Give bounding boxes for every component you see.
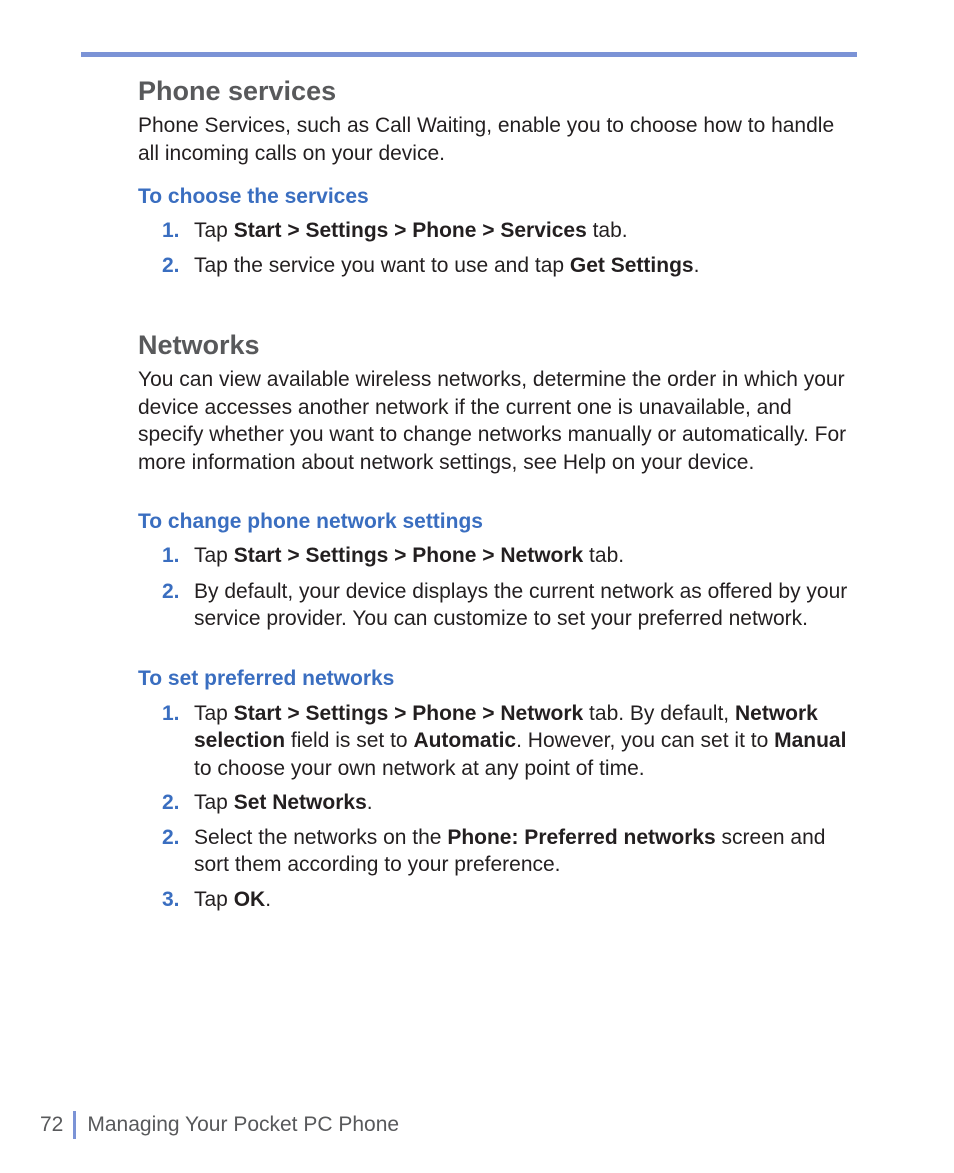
- step-list: [138, 700, 858, 914]
- step-number: 2.: [162, 825, 180, 849]
- section-intro: Phone Services, such as Call Waiting, enable you to choose how to handle all incoming calls on your device.: [138, 114, 835, 165]
- step-number: 3.: [162, 887, 180, 911]
- step-text: .: [366, 791, 373, 814]
- step-text: tab. By default,: [583, 701, 735, 725]
- ui-term: Get Settings: [569, 253, 694, 277]
- step-item: [138, 700, 858, 783]
- step-number: 1.: [162, 701, 180, 725]
- ui-term: Phone: Preferred networks: [447, 825, 716, 849]
- step-number: 2.: [162, 791, 180, 814]
- section-intro: You can view available wireless networks, determine the order in which your device accesses another network if the current one is unavailable, and specify whether you want to change networks manually or automatically. For more information about network settings, see Help on your device.: [138, 368, 847, 474]
- ui-term: Set Networks: [233, 791, 367, 814]
- step-text: .: [693, 253, 700, 277]
- footer-divider: [73, 1111, 76, 1139]
- step-item: [138, 252, 858, 280]
- step-text: Tap: [194, 544, 234, 567]
- step-item: [138, 789, 858, 817]
- step-list: [138, 542, 858, 633]
- step-text: tab.: [586, 219, 628, 242]
- ui-term: Start > Settings > Phone > Network: [233, 701, 584, 725]
- step-text: . However, you can set it to: [516, 729, 775, 752]
- step-text: tab.: [583, 544, 625, 567]
- ui-term: Manual: [774, 729, 847, 752]
- step-number: 1.: [162, 544, 180, 567]
- step-text: Tap: [194, 701, 234, 725]
- section-networks: [138, 328, 858, 913]
- ui-term: OK: [233, 887, 266, 911]
- step-text: screen and sort them according to your preference.: [194, 825, 826, 876]
- procedure-title: To choose the services: [138, 185, 369, 208]
- step-item: [138, 217, 858, 245]
- section-heading: Networks: [138, 330, 260, 360]
- step-item: [138, 542, 858, 570]
- procedure-title: To change phone network settings: [138, 510, 483, 533]
- ui-term: Automatic: [413, 729, 517, 752]
- section-heading: Phone services: [138, 76, 337, 106]
- step-text: Tap: [194, 219, 234, 242]
- procedure-title: To set preferred networks: [138, 666, 395, 690]
- step-text: By default, your device displays the current network as offered by your service provider. You can customize to set your preferred network.: [194, 579, 848, 630]
- page-content: [138, 74, 858, 913]
- step-text: Tap: [194, 887, 234, 911]
- page-footer: [40, 1110, 399, 1140]
- step-number: 1.: [162, 219, 180, 242]
- step-text: Select the networks on the: [194, 825, 448, 849]
- ui-term: Start > Settings > Phone > Network: [233, 544, 584, 567]
- step-list: [138, 217, 858, 279]
- chapter-title: Managing Your Pocket PC Phone: [87, 1113, 400, 1136]
- step-number: 2.: [162, 253, 180, 277]
- step-item: [138, 824, 858, 879]
- ui-term: Network selection: [194, 701, 818, 752]
- step-text: Tap the service you want to use and tap: [194, 253, 570, 277]
- ui-term: Start > Settings > Phone > Services: [233, 219, 587, 242]
- step-text: field is set to: [285, 729, 414, 752]
- step-text: to choose your own network at any point of time.: [194, 756, 645, 780]
- step-item: [138, 578, 858, 633]
- step-item: [138, 886, 858, 914]
- step-number: 2.: [162, 579, 180, 603]
- section-phone-services: [138, 74, 858, 279]
- step-text: Tap: [194, 791, 234, 814]
- page-number: 72: [40, 1113, 64, 1136]
- step-text: .: [265, 887, 272, 911]
- top-rule: [81, 52, 857, 57]
